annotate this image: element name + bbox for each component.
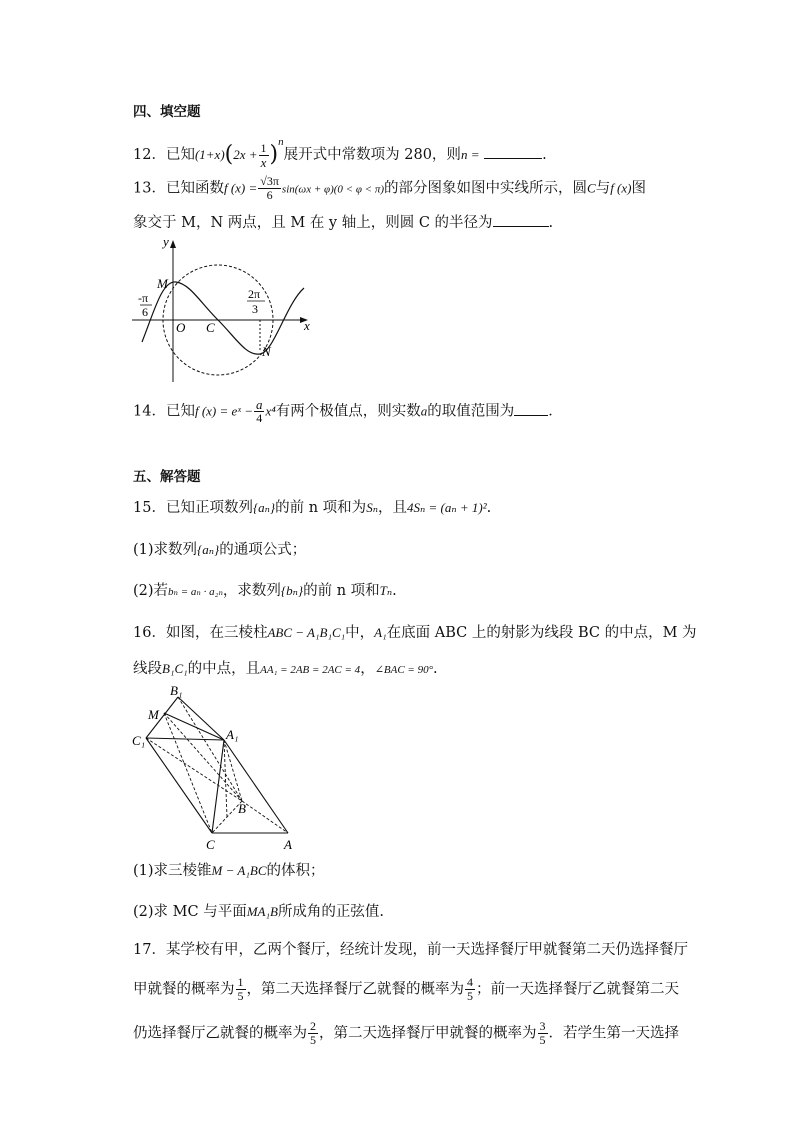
- label-c: C: [206, 320, 215, 335]
- sine-curve: [142, 282, 304, 354]
- q16-number: 16．: [133, 625, 166, 641]
- q12-answer-blank[interactable]: [484, 144, 542, 159]
- q13-answer-blank[interactable]: [493, 212, 549, 227]
- q17-fraction-2: $\frac{4}{5}$: [467, 975, 473, 1003]
- q17-fraction-3: $\frac{2}{5}$: [310, 1019, 316, 1047]
- label-neg-pi: -π: [138, 291, 149, 305]
- q13-fraction: $\frac{√3\pi}{6}$: [260, 174, 279, 202]
- label-m: M: [148, 707, 159, 722]
- label-b1: B₁: [170, 683, 183, 698]
- label-c1: C₁: [132, 733, 146, 748]
- label-six: 6: [142, 305, 148, 319]
- question-14: 14．已知f (x) = eˣ − $\frac{a}{4}$ x⁴有两个极值点，则实数a的取值范围为 ．: [133, 397, 563, 425]
- q12-number: 12．: [133, 147, 166, 163]
- question-16-line1: 16．如图，在三棱柱ABC − A₁B₁C₁中，A₁在底面 ABC 上的射影为线段 BC 的中点，M 为: [133, 625, 697, 641]
- q17-number: 17．: [133, 942, 166, 958]
- question-17-line1: 17．某学校有甲，乙两个餐厅，经统计发现，前一天选择餐厅甲就餐第二天仍选择餐厅: [133, 942, 688, 958]
- section-fill-blank-heading: 四、填空题: [133, 104, 201, 120]
- question-15-part2: (2)若bₙ = aₙ · a₂ₙ，求数列{bₙ}的前 n 项和Tₙ.: [133, 583, 397, 599]
- label-a: A: [284, 837, 292, 852]
- q13-sine-circle-figure: [128, 232, 318, 387]
- question-13-line1: 13．已知函数f (x) = $\frac{√3\pi}{6}$ sin(ωx + φ)(0 < φ < π)的部分图象如图中实线所示，圆C与f (x)图: [133, 174, 646, 202]
- question-13-line2: 象交于 M，N 两点，且 M 在 y 轴上，则圆 C 的半径为 .: [133, 212, 553, 233]
- q17-fraction-4: $\frac{3}{5}$: [539, 1019, 546, 1047]
- q14-number: 14．: [133, 403, 166, 420]
- question-17-line3: 仍选择餐厅乙就餐的概率为 $\frac{2}{5}$ ，第二天选择餐厅甲就餐的概率为 $\frac{3}{5}$ ．若学生第一天选择: [133, 1019, 679, 1047]
- label-x: x: [304, 318, 310, 333]
- label-n: N: [262, 344, 271, 359]
- q12-tail: n =: [460, 147, 480, 162]
- q12-expr1: (1+x): [194, 147, 225, 162]
- q12-pre: 已知: [165, 147, 195, 163]
- question-16-line2: 线段B₁C₁的中点，且AA₁ = 2AB = 2AC = 4，∠BAC = 90°.: [133, 661, 438, 677]
- q14-fraction: $\frac{a}{4}$: [255, 397, 263, 425]
- question-17-line2: 甲就餐的概率为 $\frac{1}{5}$ ，第二天选择餐厅乙就餐的概率为 $\frac{4}{5}$ ；前一天选择餐厅乙就餐第二天: [133, 975, 679, 1003]
- label-three: 3: [252, 302, 258, 316]
- label-o: O: [176, 320, 186, 335]
- label-y: y: [163, 234, 169, 249]
- q14-answer-blank[interactable]: [514, 401, 548, 416]
- label-m: M: [157, 276, 168, 291]
- question-12: 12．已知(1+x)(2x + $\frac{1}{x}$ )$^n$展开式中常数项为 280，则n = .: [133, 136, 547, 170]
- q12-inner: 2x +: [233, 147, 258, 162]
- q16-prism-figure: [128, 683, 308, 853]
- question-16-part1: (1)求三棱锥M − A₁BC的体积；: [133, 863, 325, 879]
- q12-exponent: n: [278, 136, 284, 148]
- label-b: B: [238, 801, 246, 816]
- question-15: 15．已知正项数列{aₙ}的前 n 项和为Sₙ，且4Sₙ = (aₙ + 1)².: [133, 500, 492, 516]
- question-15-part1: (1)求数列{aₙ}的通项公式；: [133, 542, 307, 558]
- q12-fraction: $\frac{1}{x}$: [260, 140, 267, 170]
- question-16-part2: (2)求 MC 与平面MA₁B所成角的正弦值.: [133, 904, 385, 920]
- y-axis-arrow-icon: [170, 240, 176, 248]
- q13-number: 13．: [133, 180, 166, 197]
- q15-number: 15．: [133, 500, 166, 516]
- label-c: C: [206, 837, 215, 852]
- label-a1: A₁: [226, 727, 239, 742]
- label-two-pi: 2π: [248, 287, 261, 301]
- q17-fraction-1: $\frac{1}{5}$: [237, 975, 244, 1003]
- section-answer-heading: 五、解答题: [133, 469, 201, 485]
- q12-post: 展开式中常数项为 280，则: [283, 147, 461, 163]
